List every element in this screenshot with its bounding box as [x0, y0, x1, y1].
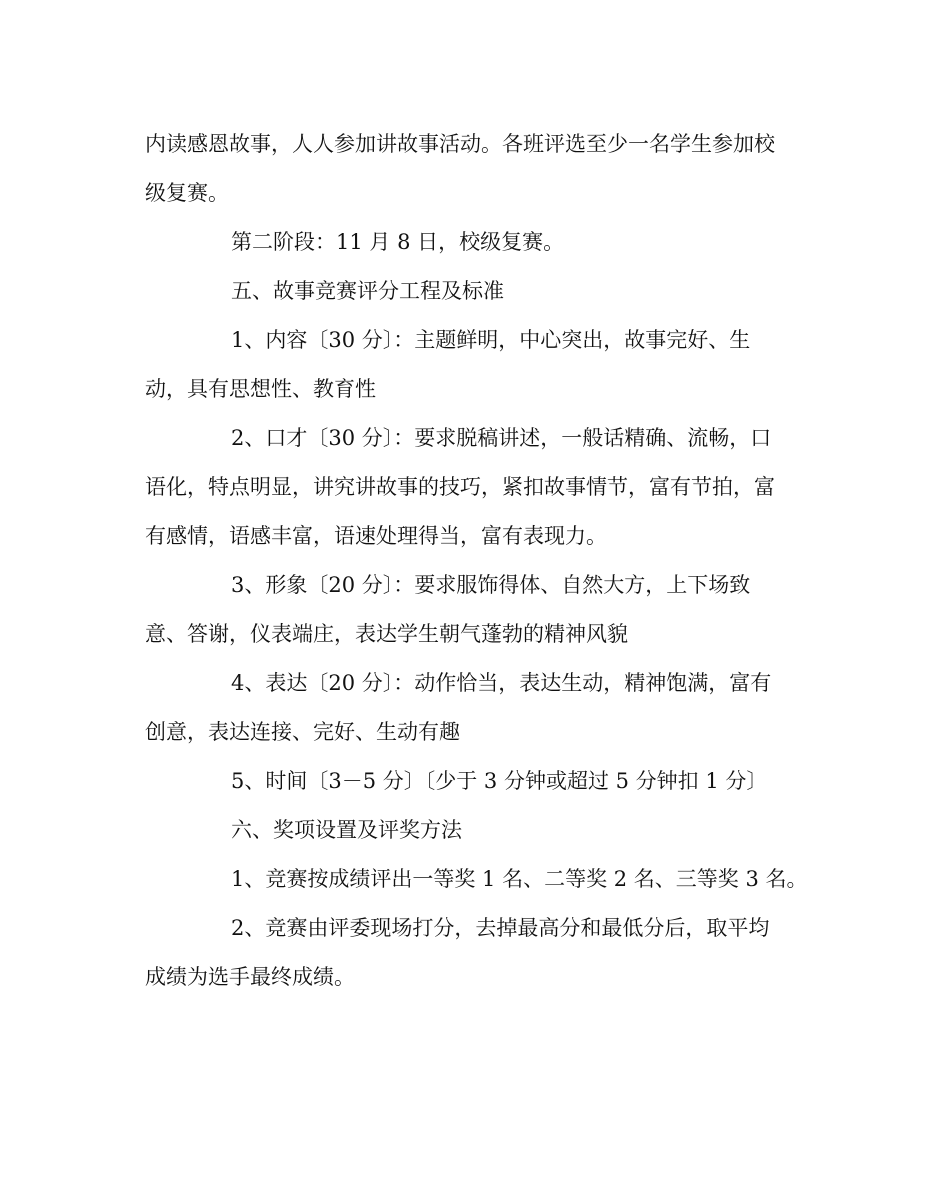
- paragraph-line: 语化，特点明显，讲究讲故事的技巧，紧扣故事情节，富有节拍，富: [145, 475, 775, 499]
- paragraph-line: 3、形象〔20 分〕：要求服饰得体、自然大方，上下场致: [231, 573, 751, 597]
- paragraph-line: 第二阶段：11 月 8 日，校级复赛。: [231, 230, 565, 254]
- paragraph-line: 4、表达〔20 分〕：动作恰当，表达生动，精神饱满，富有: [231, 671, 772, 695]
- document-body: [145, 126, 808, 1008]
- paragraph-line: 内读感恩故事，人人参加讲故事活动。各班评选至少一名学生参加校: [145, 132, 775, 156]
- section-heading: 五、故事竞赛评分工程及标准: [231, 279, 504, 303]
- paragraph-line: 创意，表达连接、完好、生动有趣: [145, 720, 460, 744]
- paragraph-line: 成绩为选手最终成绩。: [145, 965, 355, 989]
- paragraph-line: 2、竞赛由评委现场打分，去掉最高分和最低分后，取平均: [231, 916, 770, 940]
- paragraph-line: 1、竞赛按成绩评出一等奖 1 名、二等奖 2 名、三等奖 3 名。: [231, 867, 808, 891]
- paragraph-line: 5、时间〔3－5 分〕〔少于 3 分钟或超过 5 分钟扣 1 分〕: [231, 769, 768, 793]
- paragraph-line: 意、答谢，仪表端庄，表达学生朝气蓬勃的精神风貌: [145, 622, 628, 646]
- paragraph-line: 1、内容〔30 分〕：主题鲜明，中心突出，故事完好、生: [231, 328, 751, 352]
- paragraph-line: 2、口才〔30 分〕：要求脱稿讲述，一般话精确、流畅，口: [231, 426, 772, 450]
- section-heading: 六、奖项设置及评奖方法: [231, 818, 462, 842]
- paragraph-line: 级复赛。: [145, 181, 229, 205]
- paragraph-line: 有感情，语感丰富，语速处理得当，富有表现力。: [145, 524, 607, 548]
- paragraph-line: 动，具有思想性、教育性: [145, 377, 376, 401]
